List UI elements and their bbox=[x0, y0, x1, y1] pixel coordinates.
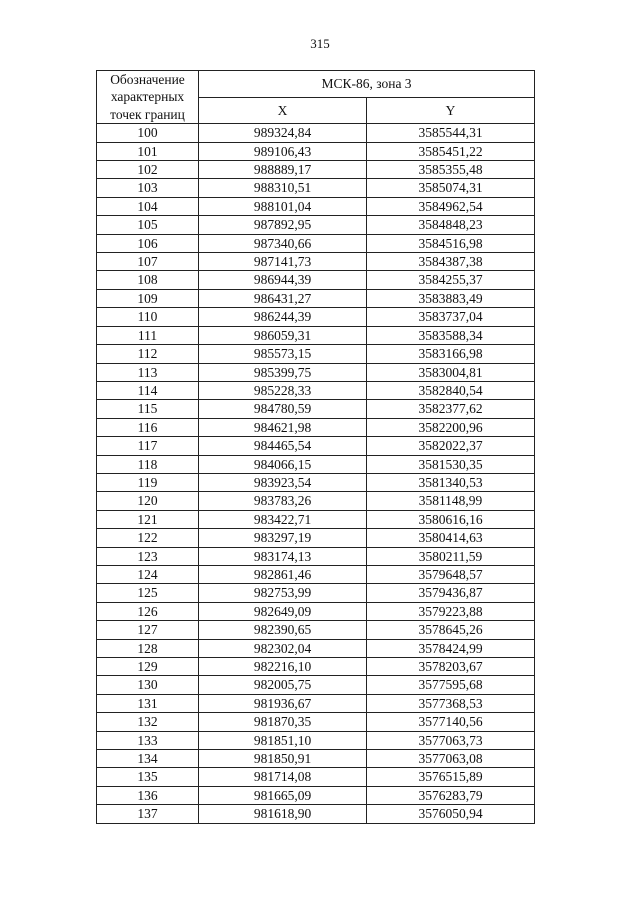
y-value-cell: 3580211,59 bbox=[367, 547, 535, 565]
table-row bbox=[97, 216, 535, 234]
x-value-cell: 982861,46 bbox=[199, 565, 367, 583]
y-value-cell: 3583883,49 bbox=[367, 289, 535, 307]
table-row bbox=[97, 713, 535, 731]
y-value-cell: 3584255,37 bbox=[367, 271, 535, 289]
point-id-cell: 137 bbox=[97, 805, 199, 823]
point-id-cell: 121 bbox=[97, 510, 199, 528]
y-value-cell: 3585544,31 bbox=[367, 124, 535, 142]
x-value-cell: 983783,26 bbox=[199, 492, 367, 510]
table-row bbox=[97, 308, 535, 326]
y-value-cell: 3580616,16 bbox=[367, 510, 535, 528]
x-value-cell: 984465,54 bbox=[199, 437, 367, 455]
point-id-cell: 127 bbox=[97, 621, 199, 639]
table-row bbox=[97, 473, 535, 491]
x-column-header: X bbox=[199, 97, 367, 124]
table-row bbox=[97, 345, 535, 363]
table-row bbox=[97, 584, 535, 602]
x-value-cell: 984780,59 bbox=[199, 400, 367, 418]
y-value-cell: 3580414,63 bbox=[367, 529, 535, 547]
x-value-cell: 986244,39 bbox=[199, 308, 367, 326]
table-row bbox=[97, 565, 535, 583]
x-value-cell: 987141,73 bbox=[199, 253, 367, 271]
x-value-cell: 984066,15 bbox=[199, 455, 367, 473]
point-id-cell: 117 bbox=[97, 437, 199, 455]
y-value-cell: 3583004,81 bbox=[367, 363, 535, 381]
y-value-cell: 3583166,98 bbox=[367, 345, 535, 363]
x-value-cell: 983422,71 bbox=[199, 510, 367, 528]
y-value-cell: 3577063,73 bbox=[367, 731, 535, 749]
point-id-cell: 108 bbox=[97, 271, 199, 289]
x-value-cell: 986431,27 bbox=[199, 289, 367, 307]
x-value-cell: 986059,31 bbox=[199, 326, 367, 344]
table-row bbox=[97, 455, 535, 473]
x-value-cell: 981665,09 bbox=[199, 786, 367, 804]
table-row bbox=[97, 161, 535, 179]
point-id-cell: 101 bbox=[97, 142, 199, 160]
x-value-cell: 987892,95 bbox=[199, 216, 367, 234]
y-value-cell: 3577595,68 bbox=[367, 676, 535, 694]
point-id-cell: 128 bbox=[97, 639, 199, 657]
point-id-cell: 126 bbox=[97, 602, 199, 620]
table-row bbox=[97, 529, 535, 547]
point-id-cell: 120 bbox=[97, 492, 199, 510]
y-value-cell: 3584848,23 bbox=[367, 216, 535, 234]
point-id-cell: 111 bbox=[97, 326, 199, 344]
coordinate-system-header: МСК-86, зона 3 bbox=[199, 71, 535, 98]
y-value-cell: 3582022,37 bbox=[367, 437, 535, 455]
point-id-cell: 102 bbox=[97, 161, 199, 179]
point-id-cell: 136 bbox=[97, 786, 199, 804]
y-value-cell: 3582377,62 bbox=[367, 400, 535, 418]
table-row bbox=[97, 658, 535, 676]
table-row bbox=[97, 437, 535, 455]
x-value-cell: 989324,84 bbox=[199, 124, 367, 142]
x-value-cell: 988889,17 bbox=[199, 161, 367, 179]
y-value-cell: 3583737,04 bbox=[367, 308, 535, 326]
y-value-cell: 3585451,22 bbox=[367, 142, 535, 160]
table-row bbox=[97, 602, 535, 620]
x-value-cell: 982005,75 bbox=[199, 676, 367, 694]
point-id-cell: 132 bbox=[97, 713, 199, 731]
x-value-cell: 982390,65 bbox=[199, 621, 367, 639]
table-row bbox=[97, 750, 535, 768]
point-id-cell: 115 bbox=[97, 400, 199, 418]
table-row bbox=[97, 805, 535, 823]
table-row bbox=[97, 786, 535, 804]
x-value-cell: 982216,10 bbox=[199, 658, 367, 676]
table-row bbox=[97, 768, 535, 786]
y-value-cell: 3584962,54 bbox=[367, 197, 535, 215]
y-value-cell: 3582200,96 bbox=[367, 418, 535, 436]
point-id-cell: 125 bbox=[97, 584, 199, 602]
x-value-cell: 981870,35 bbox=[199, 713, 367, 731]
x-value-cell: 981714,08 bbox=[199, 768, 367, 786]
table-row bbox=[97, 197, 535, 215]
x-value-cell: 985228,33 bbox=[199, 381, 367, 399]
y-value-cell: 3579223,88 bbox=[367, 602, 535, 620]
x-value-cell: 989106,43 bbox=[199, 142, 367, 160]
coordinates-table bbox=[96, 70, 535, 824]
x-value-cell: 986944,39 bbox=[199, 271, 367, 289]
y-value-cell: 3585074,31 bbox=[367, 179, 535, 197]
y-value-cell: 3576050,94 bbox=[367, 805, 535, 823]
point-id-cell: 107 bbox=[97, 253, 199, 271]
table-row bbox=[97, 326, 535, 344]
x-value-cell: 985573,15 bbox=[199, 345, 367, 363]
point-id-cell: 118 bbox=[97, 455, 199, 473]
x-value-cell: 982649,09 bbox=[199, 602, 367, 620]
x-value-cell: 981618,90 bbox=[199, 805, 367, 823]
point-id-cell: 114 bbox=[97, 381, 199, 399]
y-value-cell: 3578203,67 bbox=[367, 658, 535, 676]
table-row bbox=[97, 363, 535, 381]
point-id-cell: 113 bbox=[97, 363, 199, 381]
y-value-cell: 3579648,57 bbox=[367, 565, 535, 583]
point-id-cell: 106 bbox=[97, 234, 199, 252]
point-label-header: Обозначение характерных точек границ bbox=[97, 71, 199, 124]
table-row bbox=[97, 400, 535, 418]
point-id-cell: 124 bbox=[97, 565, 199, 583]
y-value-cell: 3576515,89 bbox=[367, 768, 535, 786]
x-value-cell: 981851,10 bbox=[199, 731, 367, 749]
table-header bbox=[97, 71, 535, 124]
point-id-cell: 122 bbox=[97, 529, 199, 547]
x-value-cell: 988101,04 bbox=[199, 197, 367, 215]
point-id-cell: 100 bbox=[97, 124, 199, 142]
y-value-cell: 3579436,87 bbox=[367, 584, 535, 602]
y-value-cell: 3583588,34 bbox=[367, 326, 535, 344]
y-value-cell: 3578424,99 bbox=[367, 639, 535, 657]
table-row bbox=[97, 381, 535, 399]
x-value-cell: 983297,19 bbox=[199, 529, 367, 547]
point-id-cell: 133 bbox=[97, 731, 199, 749]
table-row bbox=[97, 234, 535, 252]
point-id-cell: 134 bbox=[97, 750, 199, 768]
table-row bbox=[97, 547, 535, 565]
point-id-cell: 116 bbox=[97, 418, 199, 436]
point-id-cell: 104 bbox=[97, 197, 199, 215]
point-id-cell: 135 bbox=[97, 768, 199, 786]
point-id-cell: 112 bbox=[97, 345, 199, 363]
table-row bbox=[97, 418, 535, 436]
table-row bbox=[97, 289, 535, 307]
point-id-cell: 110 bbox=[97, 308, 199, 326]
point-id-cell: 123 bbox=[97, 547, 199, 565]
x-value-cell: 988310,51 bbox=[199, 179, 367, 197]
y-value-cell: 3584516,98 bbox=[367, 234, 535, 252]
table-row bbox=[97, 639, 535, 657]
table-row bbox=[97, 676, 535, 694]
table-row bbox=[97, 179, 535, 197]
x-value-cell: 982753,99 bbox=[199, 584, 367, 602]
point-id-cell: 131 bbox=[97, 694, 199, 712]
table-row bbox=[97, 271, 535, 289]
table-row bbox=[97, 253, 535, 271]
x-value-cell: 981850,91 bbox=[199, 750, 367, 768]
x-value-cell: 982302,04 bbox=[199, 639, 367, 657]
x-value-cell: 983174,13 bbox=[199, 547, 367, 565]
y-value-cell: 3578645,26 bbox=[367, 621, 535, 639]
table-row bbox=[97, 731, 535, 749]
y-value-cell: 3577140,56 bbox=[367, 713, 535, 731]
point-id-cell: 130 bbox=[97, 676, 199, 694]
page-number: 315 bbox=[310, 36, 330, 51]
y-value-cell: 3581530,35 bbox=[367, 455, 535, 473]
y-column-header: Y bbox=[367, 97, 535, 124]
table-row bbox=[97, 142, 535, 160]
point-id-cell: 119 bbox=[97, 473, 199, 491]
table-row bbox=[97, 621, 535, 639]
point-id-cell: 103 bbox=[97, 179, 199, 197]
y-value-cell: 3582840,54 bbox=[367, 381, 535, 399]
x-value-cell: 981936,67 bbox=[199, 694, 367, 712]
table-row bbox=[97, 492, 535, 510]
y-value-cell: 3585355,48 bbox=[367, 161, 535, 179]
y-value-cell: 3584387,38 bbox=[367, 253, 535, 271]
y-value-cell: 3577368,53 bbox=[367, 694, 535, 712]
point-id-cell: 105 bbox=[97, 216, 199, 234]
y-value-cell: 3577063,08 bbox=[367, 750, 535, 768]
table-row bbox=[97, 124, 535, 142]
table-row bbox=[97, 694, 535, 712]
table-body bbox=[97, 124, 535, 823]
y-value-cell: 3581340,53 bbox=[367, 473, 535, 491]
y-value-cell: 3581148,99 bbox=[367, 492, 535, 510]
y-value-cell: 3576283,79 bbox=[367, 786, 535, 804]
x-value-cell: 983923,54 bbox=[199, 473, 367, 491]
table-row bbox=[97, 510, 535, 528]
x-value-cell: 984621,98 bbox=[199, 418, 367, 436]
x-value-cell: 987340,66 bbox=[199, 234, 367, 252]
point-id-cell: 129 bbox=[97, 658, 199, 676]
x-value-cell: 985399,75 bbox=[199, 363, 367, 381]
point-id-cell: 109 bbox=[97, 289, 199, 307]
